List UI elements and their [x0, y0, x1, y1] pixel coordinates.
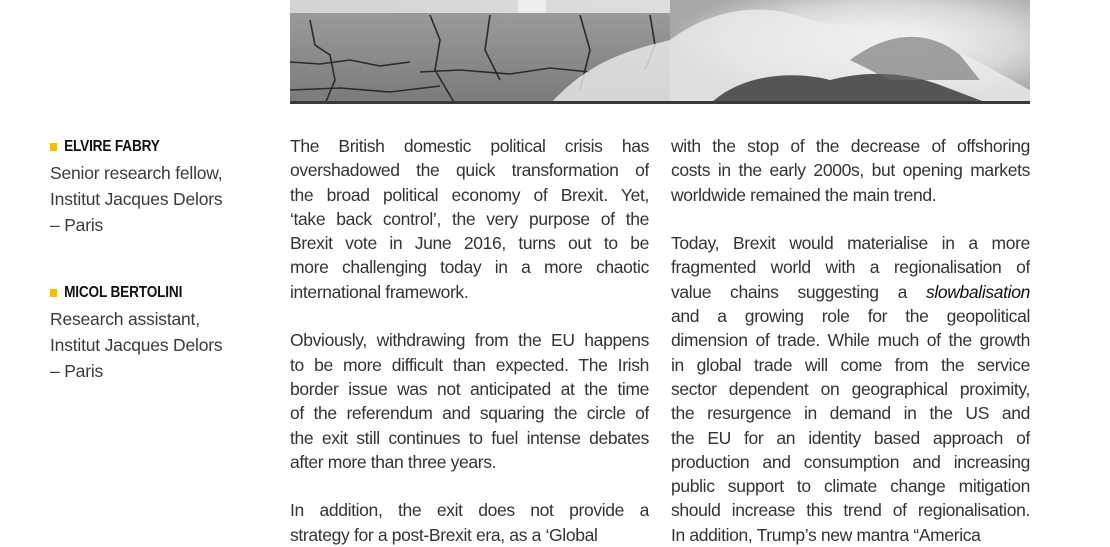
article-paragraph: [671, 231, 1030, 547]
article-paragraph: [290, 134, 649, 304]
text-line: costs in the early 2000s, but opening markets: [671, 160, 1030, 181]
paragraph-gap: [671, 207, 1030, 231]
author-role-line: – Paris: [50, 215, 104, 235]
author-role-line: – Paris: [50, 361, 104, 381]
text-line: worldwide remained the main trend.: [671, 184, 937, 205]
text-line: value chains suggesting a slowbalisation: [671, 281, 1030, 302]
article-paragraph: [671, 134, 1030, 207]
text-line: the EU for an identity based approach of: [671, 427, 1030, 448]
text-line: should increase this trend of regionalisation.: [671, 500, 1030, 521]
text-line: the resurgence in demand in the US and: [671, 403, 1030, 424]
text-line: overshadowed the quick transformation of: [290, 160, 649, 181]
text-line: In addition, the exit does not provide a: [290, 500, 649, 521]
author-name: ELVIRE FABRY: [64, 138, 160, 155]
author-block-elvire-fabry: [50, 134, 270, 238]
text-line: In addition, Trump’s new mantra “America: [671, 524, 981, 545]
italic-term: slowbalisation: [925, 281, 1030, 302]
text-line: to be more difficult than expected. The Irish: [290, 354, 649, 375]
text-line: strategy for a post-Brexit era, as a ‘Global: [290, 524, 598, 545]
text-line: the exit still continues to fuel intense debates: [290, 427, 649, 448]
hero-image-seawall-waves: [290, 0, 1030, 104]
author-block-micol-bertolini: [50, 280, 270, 384]
text-line: dimension of trade. While much of the growth: [671, 330, 1030, 351]
author-role-line: Institut Jacques Delors: [50, 189, 223, 209]
text-line: Brexit vote in June 2016, turns out to be: [290, 233, 649, 254]
yellow-square-bullet-icon: [50, 289, 57, 297]
text-line: The British domestic political crisis has: [290, 136, 649, 156]
article-paragraph: [290, 328, 649, 474]
text-line: international framework.: [290, 281, 469, 302]
text-line: Today, Brexit would materialise in a more: [671, 233, 1030, 254]
text-line: fragmented world with a regionalisation of: [671, 257, 1030, 278]
paragraph-gap: [290, 474, 649, 498]
text-line: more challenging today in a more chaotic: [290, 257, 649, 278]
article-column-right: [671, 134, 1030, 547]
text-line: border issue was not anticipated at the time: [290, 378, 649, 399]
paragraph-gap: [290, 304, 649, 328]
author-role-line: Research assistant,: [50, 309, 200, 329]
article-paragraph: [290, 498, 649, 547]
yellow-square-bullet-icon: [50, 143, 57, 151]
text-line: sector dependent on geographical proximity,: [671, 378, 1030, 399]
text-line: production and consumption and increasing: [671, 451, 1030, 472]
author-role-line: Senior research fellow,: [50, 163, 223, 183]
text-line: after more than three years.: [290, 451, 497, 472]
author-name: MICOL BERTOLINI: [64, 284, 183, 301]
text-line: ‘take back control’, the very purpose of the: [290, 208, 649, 229]
text-line: in global trade will come from the service: [671, 354, 1030, 375]
article-column-left: [290, 134, 649, 547]
seawall-photo: [290, 0, 1030, 104]
text-line: and a growing role for the geopolitical: [671, 306, 1030, 327]
author-role-line: Institut Jacques Delors: [50, 335, 223, 355]
text-line: of the referendum and squaring the circle of: [290, 403, 649, 424]
text-line: Obviously, withdrawing from the EU happens: [290, 330, 649, 351]
text-line: with the stop of the decrease of offshoring: [671, 136, 1030, 156]
text-line: the broad political economy of Brexit. Yet,: [290, 184, 649, 205]
text-line: public support to climate change mitigation: [671, 476, 1030, 497]
